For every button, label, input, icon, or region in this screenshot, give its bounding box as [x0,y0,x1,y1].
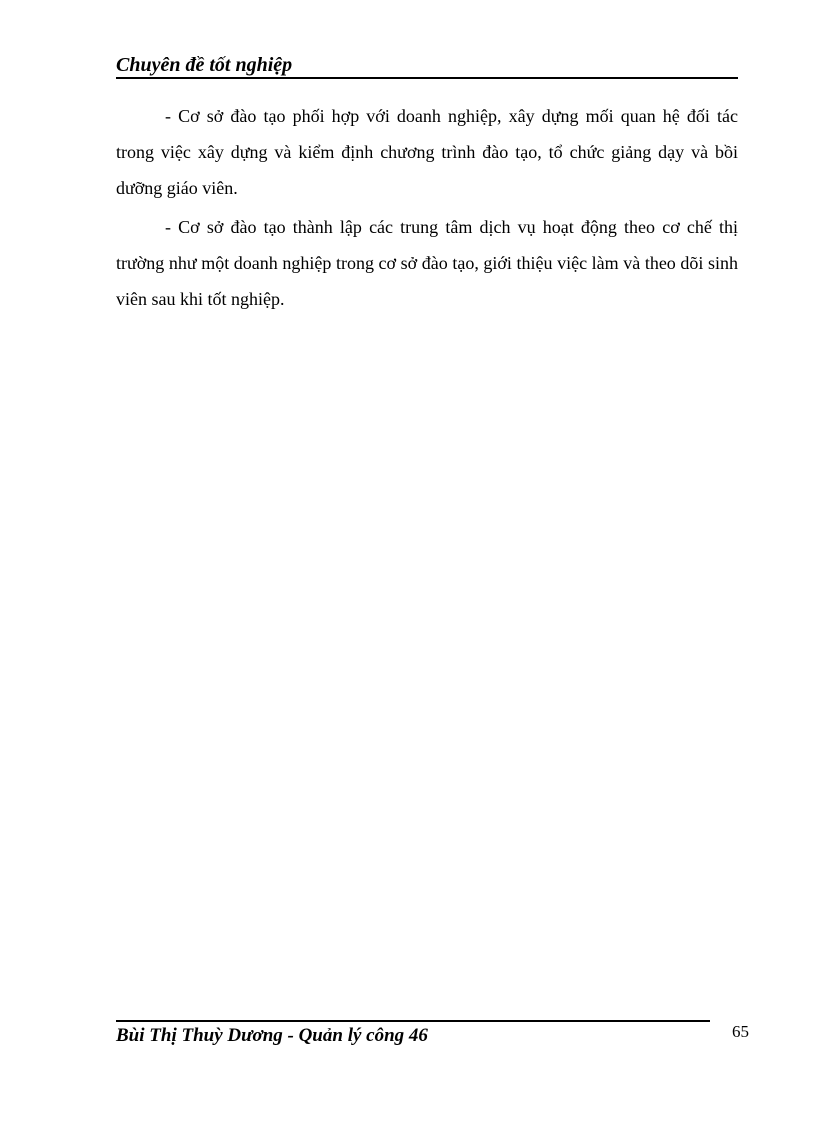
page-header-title: Chuyên đề tốt nghiệp [116,54,293,76]
footer-divider [116,1020,710,1022]
footer-author: Bùi Thị Thuỳ Dương - Quản lý công 46 [116,1025,428,1046]
paragraph-training-partnership: - Cơ sở đào tạo phối hợp với doanh nghiệp, xây dựng mối quan hệ đối tác trong việc xây dựng và kiểm định chương trình đào tạo, tổ chức giảng dạy và bồi dưỡng giáo viên. [116,106,738,198]
header-divider [116,77,738,79]
page-number: 65 [732,1022,749,1041]
document-body [116,98,738,320]
paragraph-service-centers: - Cơ sở đào tạo thành lập các trung tâm dịch vụ hoạt động theo cơ chế thị trường như một doanh nghiệp trong cơ sở đào tạo, giới thiệu việc làm và theo dõi sinh viên sau khi tốt nghiệp. [116,217,738,309]
